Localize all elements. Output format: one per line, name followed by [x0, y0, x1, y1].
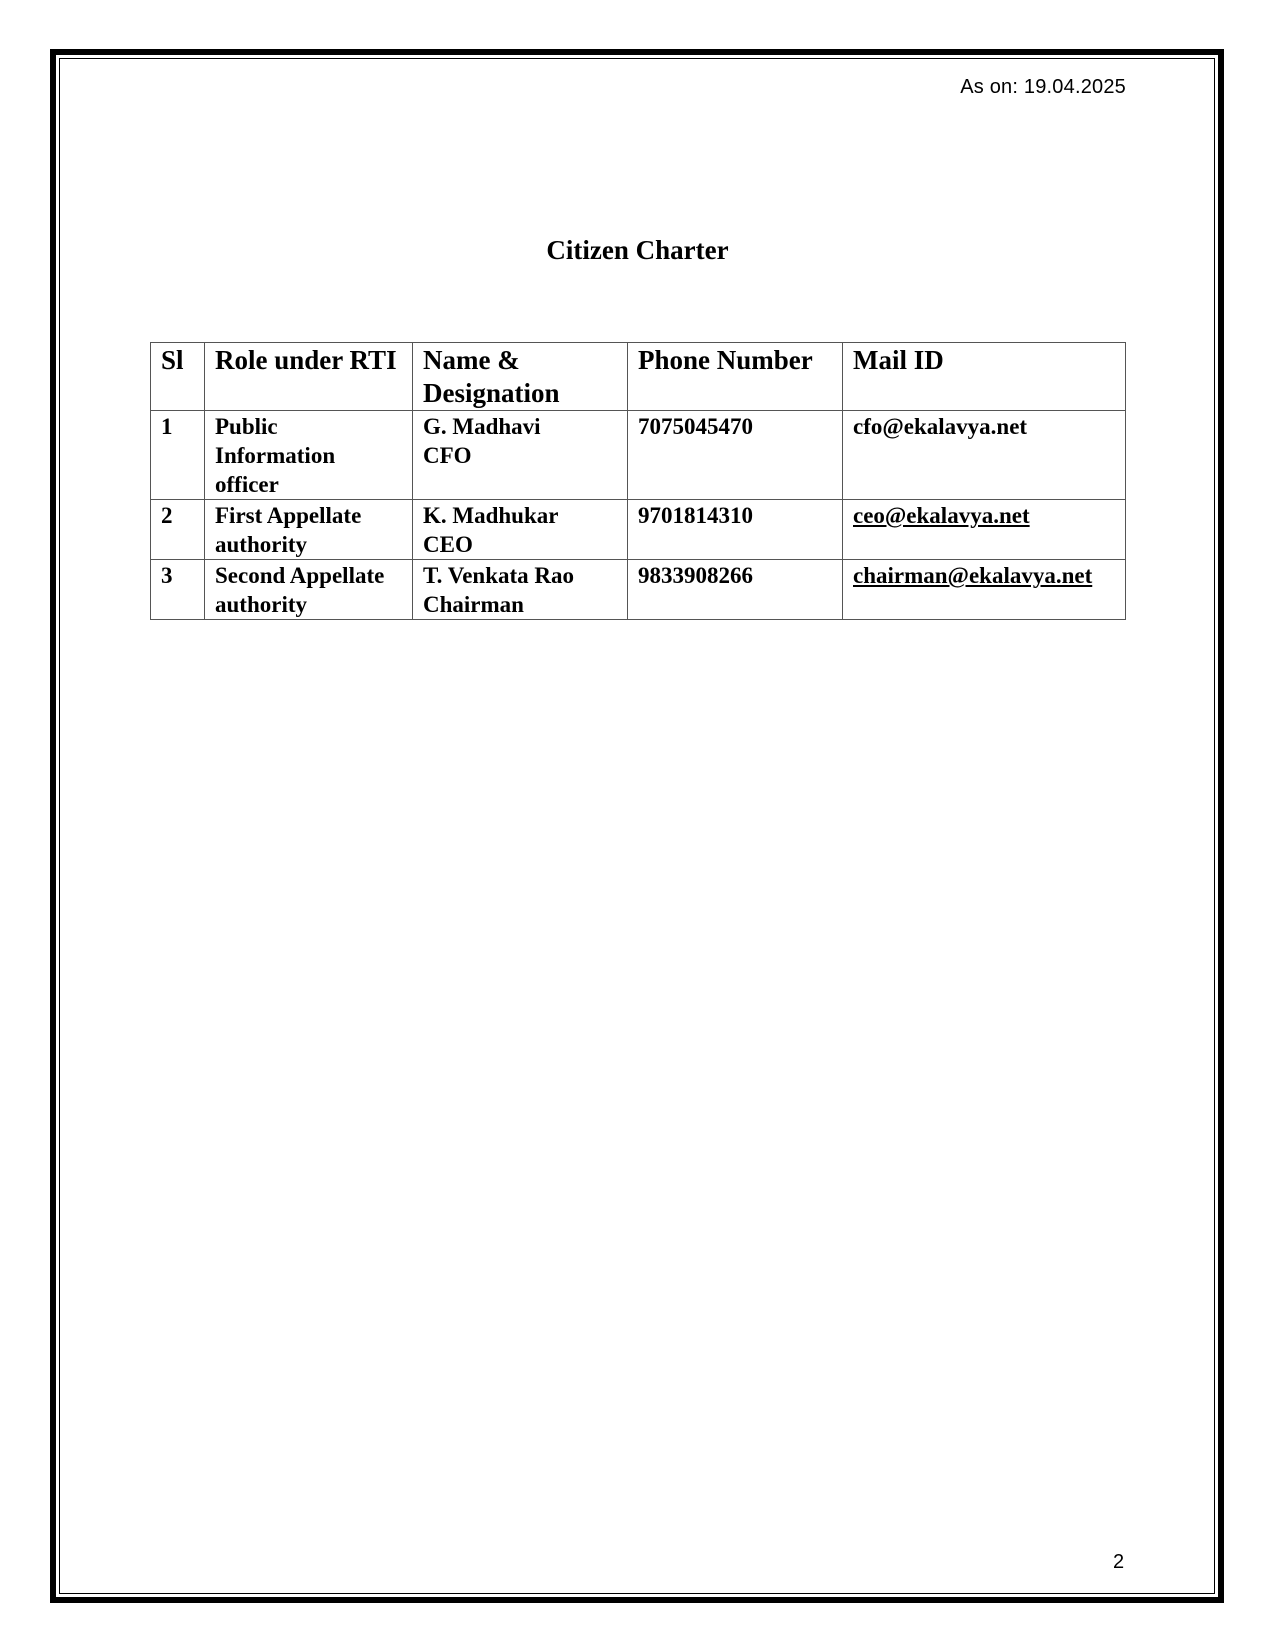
cell-phone: 9701814310 — [628, 500, 843, 560]
person-designation: CFO — [423, 443, 472, 468]
as-on-date: As on: 19.04.2025 — [960, 76, 1126, 98]
column-header-role: Role under RTI — [205, 343, 413, 411]
cell-phone: 7075045470 — [628, 411, 843, 500]
cell-role: First Appellate authority — [205, 500, 413, 560]
cell-sl: 1 — [151, 411, 205, 500]
column-header-sl: Sl — [151, 343, 205, 411]
mail-link[interactable]: ceo@ekalavya.net — [853, 503, 1030, 528]
person-designation: Chairman — [423, 592, 524, 617]
column-header-mail: Mail ID — [843, 343, 1126, 411]
person-name: G. Madhavi — [423, 414, 541, 439]
cell-role: Public Information officer — [205, 411, 413, 500]
person-name: K. Madhukar — [423, 503, 559, 528]
cell-mail: cfo@ekalavya.net — [843, 411, 1126, 500]
cell-sl: 3 — [151, 560, 205, 620]
cell-mail — [843, 560, 1126, 620]
table-row — [151, 500, 1126, 560]
page-border-inner — [59, 58, 1215, 1594]
table-header-row — [151, 343, 1126, 411]
person-name: T. Venkata Rao — [423, 563, 575, 588]
table-row — [151, 411, 1126, 500]
citizen-charter-table — [150, 342, 1126, 620]
cell-name-designation — [413, 560, 628, 620]
cell-name-designation — [413, 500, 628, 560]
mail-link[interactable]: chairman@ekalavya.net — [853, 563, 1093, 588]
cell-phone: 9833908266 — [628, 560, 843, 620]
cell-mail — [843, 500, 1126, 560]
cell-name-designation — [413, 411, 628, 500]
page-number: 2 — [1113, 1551, 1125, 1573]
column-header-phone: Phone Number — [628, 343, 843, 411]
person-designation: CEO — [423, 532, 473, 557]
cell-sl: 2 — [151, 500, 205, 560]
page-title: Citizen Charter — [546, 235, 729, 265]
table-row — [151, 560, 1126, 620]
column-header-name: Name & Designation — [413, 343, 628, 411]
cell-role: Second Appellate authority — [205, 560, 413, 620]
